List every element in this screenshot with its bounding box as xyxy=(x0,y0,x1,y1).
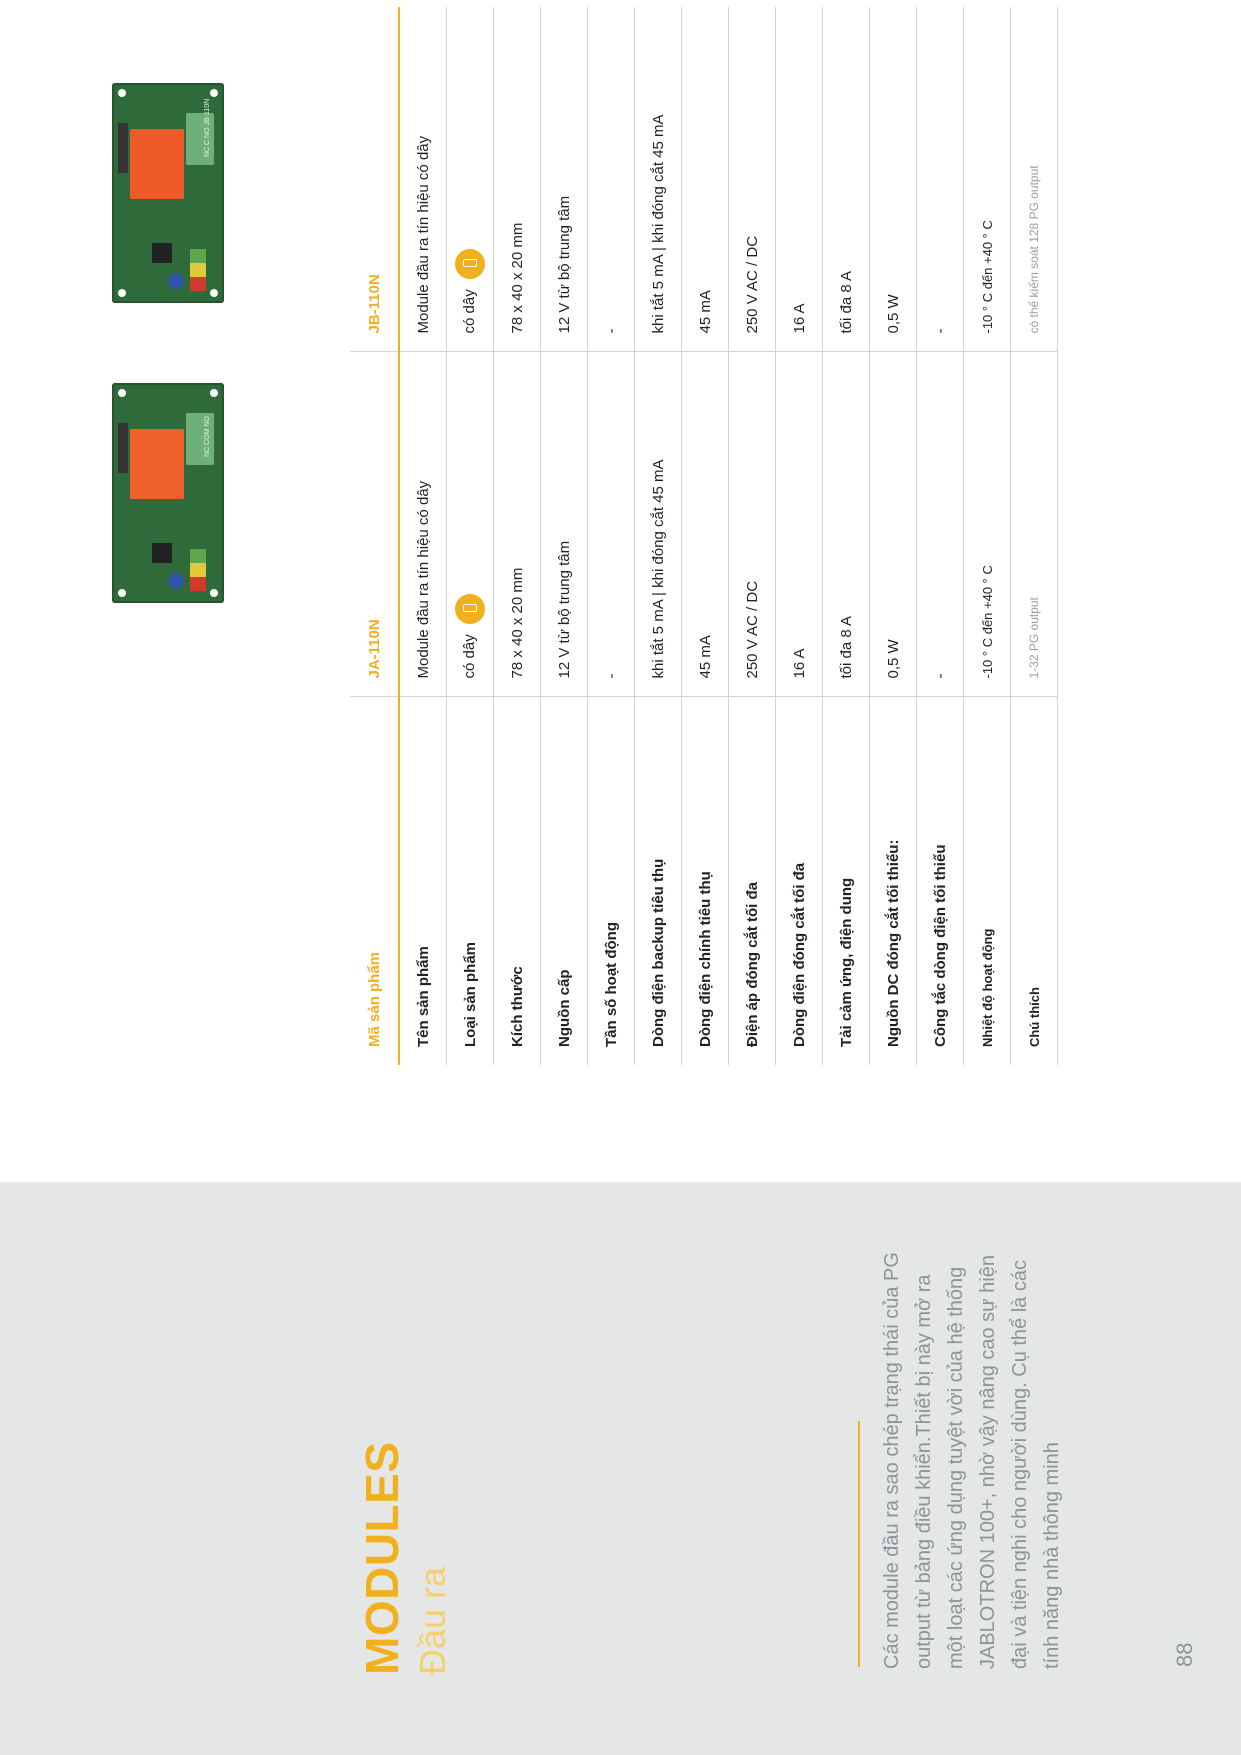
table-row xyxy=(1011,7,1058,1065)
row-value: -10 ° C đến +40 ° C xyxy=(964,7,1011,352)
row-label: Điện áp đóng cắt tối đa xyxy=(729,697,776,1065)
row-value: 78 x 40 x 20 mm xyxy=(494,352,541,697)
row-value: 0,5 W xyxy=(870,352,917,697)
row-label: Dòng điện backup tiêu thụ xyxy=(635,697,682,1065)
header-product-jb-110n: JB-110N xyxy=(350,7,399,352)
row-value: - xyxy=(588,352,635,697)
page-number: 88 xyxy=(1172,1642,1197,1667)
row-value: khi tắt 5 mA | khi đóng cắt 45 mA xyxy=(635,352,682,697)
row-value-cell xyxy=(447,7,494,352)
table-row xyxy=(541,7,588,1065)
table-row xyxy=(964,7,1011,1065)
row-label: Tên sản phẩm xyxy=(399,697,447,1065)
row-value-cell xyxy=(447,352,494,697)
row-value: 250 V AC / DC xyxy=(729,352,776,697)
header-label: Mã sản phẩm xyxy=(350,697,399,1065)
wired-icon xyxy=(455,594,485,624)
row-label: Dòng điện đóng cắt tối đa xyxy=(776,697,823,1065)
section-subtitle: Đầu ra xyxy=(412,1566,453,1675)
row-value: 16 A xyxy=(776,7,823,352)
row-label: Kích thước xyxy=(494,697,541,1065)
row-value: - xyxy=(917,7,964,352)
row-label: Nguồn cấp xyxy=(541,697,588,1065)
table-row xyxy=(870,7,917,1065)
wired-icon xyxy=(455,249,485,279)
row-value: 0,5 W xyxy=(870,7,917,352)
row-value: 12 V từ bộ trung tâm xyxy=(541,352,588,697)
row-value: có thể kiểm soát 128 PG output xyxy=(1011,7,1058,352)
row-value: có dây xyxy=(460,634,478,679)
row-value: 1-32 PG output xyxy=(1011,352,1058,697)
row-value: 45 mA xyxy=(682,7,729,352)
row-value: Module đầu ra tín hiệu có dây xyxy=(399,7,447,352)
table-row xyxy=(588,7,635,1065)
accent-divider xyxy=(858,1421,860,1667)
spec-table xyxy=(350,7,1058,1065)
row-value: -10 ° C đến +40 ° C xyxy=(964,352,1011,697)
intro-paragraph: Các module đầu ra sao chép trạng thái của PG output từ bảng điều khiển.Thiết bị này mở ra một loạt các ứng dụng tuyệt vời của hệ thống JABLOTRON 100+, nhờ vậy nâng cao sự hiện đại và tiện nghi cho người dùng. Cụ thể là các tính năng nhà thông minh xyxy=(881,1252,1063,1669)
board-terminal-label: NC COM NO xyxy=(204,416,211,457)
table-row xyxy=(494,7,541,1065)
table-row xyxy=(917,7,964,1065)
row-label: Tần số hoạt động xyxy=(588,697,635,1065)
section-title: MODULES xyxy=(356,1441,408,1675)
table-header-row xyxy=(350,7,399,1065)
table-row xyxy=(682,7,729,1065)
row-value: - xyxy=(917,352,964,697)
row-value: 12 V từ bộ trung tâm xyxy=(541,7,588,352)
row-value: 250 V AC / DC xyxy=(729,7,776,352)
table-row xyxy=(447,7,494,1065)
product-photo-jb-110n xyxy=(112,83,224,303)
row-label: Tải cảm ứng, điện dung xyxy=(823,697,870,1065)
row-value: khi tắt 5 mA | khi đóng cắt 45 mA xyxy=(635,7,682,352)
table-row xyxy=(776,7,823,1065)
row-label: Dòng điện chính tiêu thụ xyxy=(682,697,729,1065)
row-label: Loại sản phẩm xyxy=(447,697,494,1065)
table-row xyxy=(823,7,870,1065)
table-row xyxy=(729,7,776,1065)
row-value: tối đa 8 A xyxy=(823,352,870,697)
row-value: Module đầu ra tín hiệu có dây xyxy=(399,352,447,697)
row-label: Chú thích xyxy=(1011,697,1058,1065)
header-product-ja-110n: JA-110N xyxy=(350,352,399,697)
row-value: 16 A xyxy=(776,352,823,697)
row-value: 78 x 40 x 20 mm xyxy=(494,7,541,352)
row-value: có dây xyxy=(460,289,478,334)
row-label: Nguồn DC đóng cắt tối thiểu: xyxy=(870,697,917,1065)
row-value: - xyxy=(588,7,635,352)
board-terminal-label: NC C NO JB-110N xyxy=(204,98,211,157)
table-row xyxy=(399,7,447,1065)
table-row xyxy=(635,7,682,1065)
row-value: 45 mA xyxy=(682,352,729,697)
row-label: Công tắc dòng điện tối thiểu xyxy=(917,697,964,1065)
row-value: tối đa 8 A xyxy=(823,7,870,352)
row-label: Nhiệt độ hoạt động xyxy=(964,697,1011,1065)
product-photo-ja-110n xyxy=(112,383,224,603)
